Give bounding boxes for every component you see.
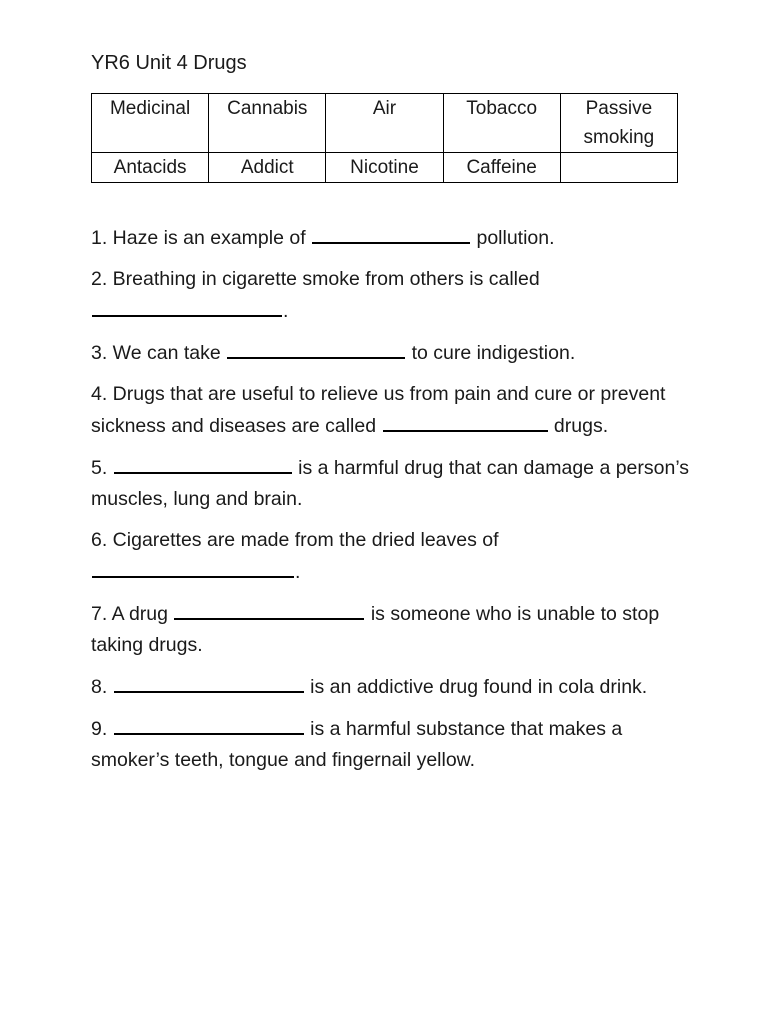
- question-3: [91, 337, 691, 369]
- question-6: [91, 525, 691, 588]
- question-text: 7. A drug: [91, 603, 168, 625]
- question-7: [91, 598, 691, 661]
- question-text: 3. We can take: [91, 342, 221, 364]
- answer-blank[interactable]: [114, 713, 304, 735]
- question-5: [91, 452, 691, 515]
- question-4: [91, 379, 691, 442]
- word-bank-cell: [560, 153, 677, 183]
- question-text: pollution.: [476, 227, 555, 249]
- word-bank-cell: Nicotine: [326, 153, 443, 183]
- answer-blank[interactable]: [227, 337, 405, 359]
- question-9: [91, 713, 691, 776]
- question-text: 9.: [91, 718, 108, 740]
- question-text: to cure indigestion.: [411, 342, 576, 364]
- question-2: [91, 264, 691, 327]
- question-text: is a harmful substance that makes a smoker’s teeth, tongue and fingernail yellow.: [91, 718, 623, 771]
- question-text: 8.: [91, 676, 108, 698]
- word-bank-table: [91, 93, 678, 183]
- word-bank-cell: Cannabis: [209, 94, 326, 153]
- answer-blank[interactable]: [174, 598, 364, 620]
- question-text: 5.: [91, 457, 108, 479]
- question-text: is a harmful drug that can damage a person’s muscles, lung and brain.: [91, 457, 690, 510]
- question-text: 6. Cigarettes are made from the dried leaves of: [91, 529, 499, 551]
- question-text: .: [295, 561, 301, 583]
- word-bank-cell: Medicinal: [92, 94, 209, 153]
- answer-blank[interactable]: [114, 671, 304, 693]
- word-bank-cell: Addict: [209, 153, 326, 183]
- question-list: [91, 222, 691, 786]
- word-bank-row: [92, 94, 678, 153]
- question-text: 1. Haze is an example of: [91, 227, 306, 249]
- word-bank-cell: Caffeine: [443, 153, 560, 183]
- question-text: is someone who is unable to stop taking drugs.: [91, 603, 660, 656]
- page-title: YR6 Unit 4 Drugs: [91, 52, 247, 74]
- question-text: 4. Drugs that are useful to relieve us from pain and cure or prevent sickness and diseases are called: [91, 383, 666, 437]
- word-bank-cell: Tobacco: [443, 94, 560, 153]
- question-8: [91, 671, 691, 703]
- question-text: drugs.: [553, 415, 609, 437]
- question-1: [91, 222, 691, 254]
- answer-blank[interactable]: [92, 295, 282, 317]
- word-bank-row: [92, 153, 678, 183]
- question-text: 2. Breathing in cigarette smoke from others is called: [91, 268, 540, 290]
- answer-blank[interactable]: [383, 410, 548, 432]
- word-bank-cell: Antacids: [92, 153, 209, 183]
- question-text: is an addictive drug found in cola drink.: [310, 676, 648, 698]
- answer-blank[interactable]: [312, 222, 470, 244]
- word-bank-cell: Air: [326, 94, 443, 153]
- answer-blank[interactable]: [92, 556, 294, 578]
- word-bank-cell: Passive smoking: [560, 94, 677, 153]
- answer-blank[interactable]: [114, 452, 292, 474]
- question-text: .: [283, 300, 289, 322]
